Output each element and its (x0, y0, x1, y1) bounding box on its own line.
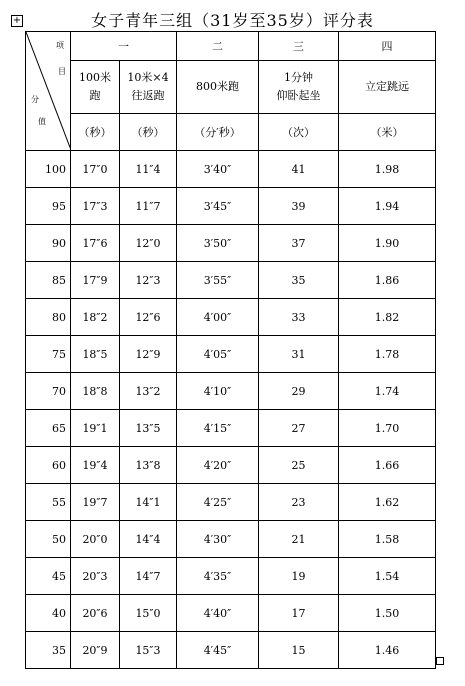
shuttle-cell: 12″3 (120, 262, 177, 299)
group-header-3: 三 (259, 32, 339, 61)
situps-cell: 17 (259, 595, 339, 632)
score-cell: 75 (26, 336, 71, 373)
group-header-4: 四 (339, 32, 436, 61)
run100-cell: 20″6 (71, 595, 120, 632)
score-cell: 95 (26, 188, 71, 225)
shuttle-cell: 15″0 (120, 595, 177, 632)
jump-cell: 1.94 (339, 188, 436, 225)
shuttle-cell: 14″4 (120, 521, 177, 558)
run800-cell: 4′35″ (177, 558, 259, 595)
shuttle-cell: 12″6 (120, 299, 177, 336)
shuttle-cell: 13″2 (120, 373, 177, 410)
item-header-jump: 立定跳远 (339, 61, 436, 114)
jump-cell: 1.98 (339, 151, 436, 188)
run100-cell: 18″8 (71, 373, 120, 410)
jump-cell: 1.46 (339, 632, 436, 669)
run100-cell: 20″0 (71, 521, 120, 558)
situps-cell: 37 (259, 225, 339, 262)
situps-cell: 23 (259, 484, 339, 521)
situps-cell: 27 (259, 410, 339, 447)
jump-cell: 1.90 (339, 225, 436, 262)
jump-cell: 1.66 (339, 447, 436, 484)
jump-cell: 1.58 (339, 521, 436, 558)
unit-header-800m: （分′秒） (177, 114, 259, 151)
jump-cell: 1.74 (339, 373, 436, 410)
situps-cell: 35 (259, 262, 339, 299)
item-header-800m: 800米跑 (177, 61, 259, 114)
run100-cell: 18″5 (71, 336, 120, 373)
item-header-100m: 100米 跑 (71, 61, 120, 114)
run100-cell: 17″0 (71, 151, 120, 188)
score-cell: 40 (26, 595, 71, 632)
situps-cell: 41 (259, 151, 339, 188)
score-cell: 60 (26, 447, 71, 484)
shuttle-cell: 11″4 (120, 151, 177, 188)
score-cell: 65 (26, 410, 71, 447)
table-row (26, 632, 436, 669)
table-row (26, 447, 436, 484)
shuttle-cell: 13″5 (120, 410, 177, 447)
run100-cell: 19″4 (71, 447, 120, 484)
table-row (26, 262, 436, 299)
run100-cell: 20″9 (71, 632, 120, 669)
score-cell: 70 (26, 373, 71, 410)
document-title: 女子青年三组（31岁至35岁）评分表 (91, 11, 374, 30)
item-header-row (26, 61, 436, 114)
situps-cell: 19 (259, 558, 339, 595)
run800-cell: 3′50″ (177, 225, 259, 262)
score-cell: 55 (26, 484, 71, 521)
score-cell: 35 (26, 632, 71, 669)
table-row (26, 521, 436, 558)
run800-cell: 4′25″ (177, 484, 259, 521)
table-row (26, 151, 436, 188)
table-resize-handle-icon[interactable] (436, 657, 444, 665)
group-header-row (26, 32, 436, 61)
diagonal-header-cell (26, 32, 71, 151)
shuttle-cell: 11″7 (120, 188, 177, 225)
corner-score-char-2: 值 (38, 117, 46, 126)
unit-header-shuttle: （秒） (120, 114, 177, 151)
shuttle-cell: 14″7 (120, 558, 177, 595)
run100-cell: 19″1 (71, 410, 120, 447)
jump-cell: 1.70 (339, 410, 436, 447)
table-move-handle-icon[interactable]: + (12, 15, 22, 26)
item-header-shuttle: 10米×4 往返跑 (120, 61, 177, 114)
unit-header-row (26, 114, 436, 151)
table-row (26, 484, 436, 521)
situps-cell: 39 (259, 188, 339, 225)
situps-cell: 25 (259, 447, 339, 484)
table-row (26, 299, 436, 336)
run800-cell: 4′15″ (177, 410, 259, 447)
jump-cell: 1.62 (339, 484, 436, 521)
run800-cell: 4′20″ (177, 447, 259, 484)
unit-header-jump: （米） (339, 114, 436, 151)
run800-cell: 3′55″ (177, 262, 259, 299)
unit-header-100m: （秒） (71, 114, 120, 151)
situps-cell: 21 (259, 521, 339, 558)
run800-cell: 4′40″ (177, 595, 259, 632)
run800-cell: 4′30″ (177, 521, 259, 558)
group-header-2: 二 (177, 32, 259, 61)
unit-header-situps: （次） (259, 114, 339, 151)
jump-cell: 1.86 (339, 262, 436, 299)
run100-cell: 17″3 (71, 188, 120, 225)
shuttle-cell: 13″8 (120, 447, 177, 484)
jump-cell: 1.50 (339, 595, 436, 632)
table-row (26, 373, 436, 410)
run800-cell: 3′40″ (177, 151, 259, 188)
table-row (26, 558, 436, 595)
shuttle-cell: 12″9 (120, 336, 177, 373)
group-header-1: 一 (71, 32, 177, 61)
shuttle-cell: 12″0 (120, 225, 177, 262)
run100-cell: 17″9 (71, 262, 120, 299)
run800-cell: 4′00″ (177, 299, 259, 336)
table-row (26, 410, 436, 447)
jump-cell: 1.54 (339, 558, 436, 595)
score-cell: 50 (26, 521, 71, 558)
jump-cell: 1.82 (339, 299, 436, 336)
score-cell: 80 (26, 299, 71, 336)
score-table-body (26, 151, 436, 669)
run800-cell: 4′05″ (177, 336, 259, 373)
item-header-situps: 1分钟 仰卧起坐 (259, 61, 339, 114)
situps-cell: 33 (259, 299, 339, 336)
corner-score-char-1: 分 (31, 95, 39, 104)
run100-cell: 19″7 (71, 484, 120, 521)
situps-cell: 15 (259, 632, 339, 669)
run100-cell: 20″3 (71, 558, 120, 595)
score-cell: 90 (26, 225, 71, 262)
table-row (26, 336, 436, 373)
run100-cell: 18″2 (71, 299, 120, 336)
score-cell: 85 (26, 262, 71, 299)
corner-item-char-2: 目 (58, 67, 66, 76)
situps-cell: 31 (259, 336, 339, 373)
run800-cell: 3′45″ (177, 188, 259, 225)
score-cell: 45 (26, 558, 71, 595)
shuttle-cell: 14″1 (120, 484, 177, 521)
corner-item-char-1: 项 (56, 41, 64, 50)
jump-cell: 1.78 (339, 336, 436, 373)
run800-cell: 4′45″ (177, 632, 259, 669)
table-row (26, 225, 436, 262)
run100-cell: 17″6 (71, 225, 120, 262)
score-table (25, 31, 436, 669)
table-row (26, 188, 436, 225)
situps-cell: 29 (259, 373, 339, 410)
shuttle-cell: 15″3 (120, 632, 177, 669)
run800-cell: 4′10″ (177, 373, 259, 410)
table-row (26, 595, 436, 632)
score-cell: 100 (26, 151, 71, 188)
